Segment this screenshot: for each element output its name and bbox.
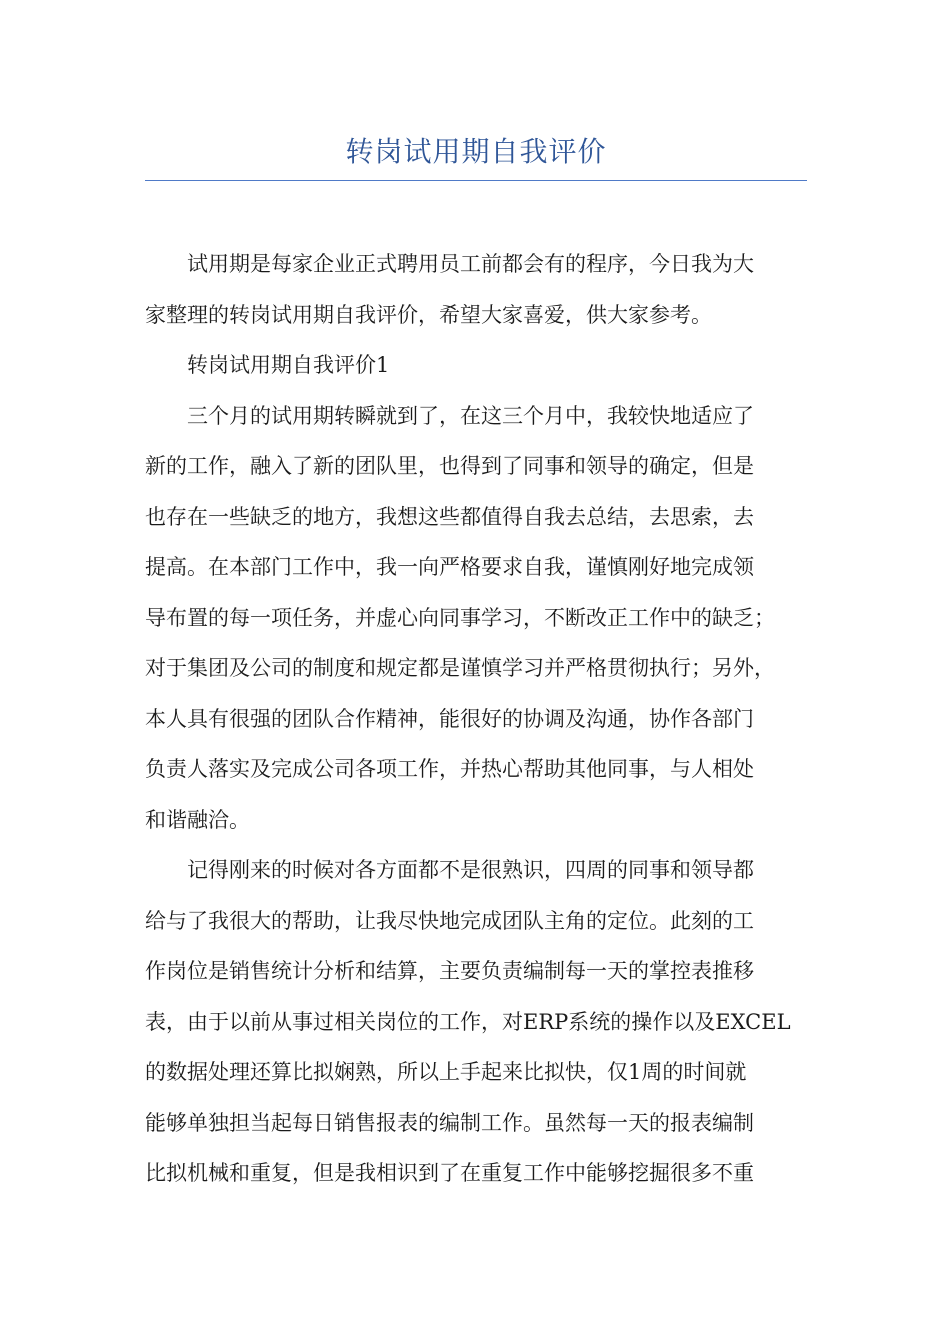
paragraph-body: 三个月的试用期转瞬就到了，在这三个月中，我较快地适应了 新的工作，融入了新的团队里，也得到了同事和领导的确定，但是 也存在一些缺乏的地方，我想这些都值得自我去总结，去思索，去 提高。在本部门工作中，我一向严格要求自我，谨慎刚好地完成领 导布置的每一项任务，并虚心向同事学习，不断改正工作中的缺乏； 对于集团及公司的制度和规定都是谨慎学习并严格贯彻执行；另外， 本人具有很强的团队合作精神，能很好的协调及沟通，协作各部门 负责人落实及完成公司各项工作，并热心帮助其他同事，与人相处 和谐融洽。	[145, 403, 775, 832]
title-underline	[145, 180, 807, 181]
document-body	[145, 239, 807, 1199]
section-heading: 转岗试用期自我评价1	[187, 353, 390, 377]
document-title: 转岗试用期自我评价	[345, 135, 607, 168]
paragraph-intro: 试用期是每家企业正式聘用员工前都会有的程序，今日我为大 家整理的转岗试用期自我评价，希望大家喜爱，供大家参考。	[145, 252, 754, 327]
paragraph-body: 记得刚来的时候对各方面都不是很熟识，四周的同事和领导都 给与了我很大的帮助，让我尽快地完成团队主角的定位。此刻的工 作岗位是销售统计分析和结算，主要负责编制每一天的掌控表推移 表，由于以前从事过相关岗位的工作，对ERP系统的操作以及EXCEL 的数据处理还算比拟娴熟，所以上手起来比拟快，仅1周的时间就 能够单独担当起每日销售报表的编制工作。虽然每一天的报表编制 比拟机械和重复，但是我相识到了在重复工作中能够挖掘很多不重	[145, 858, 791, 1185]
